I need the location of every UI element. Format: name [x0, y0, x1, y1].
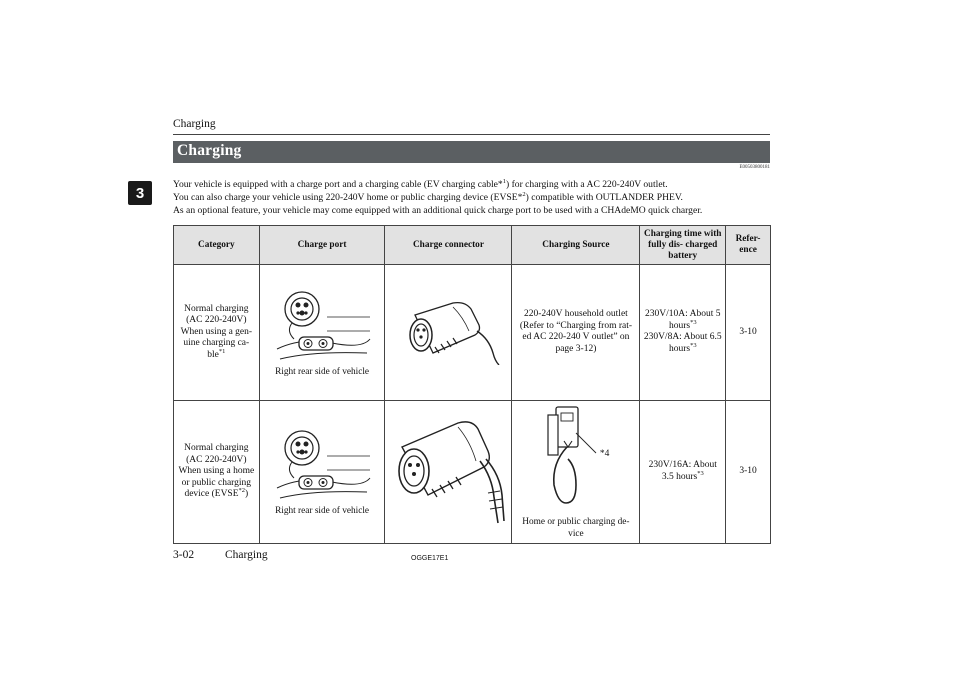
section-title: Charging — [177, 142, 242, 159]
header-reference: Refer- ence — [726, 226, 771, 265]
document-code: OGGE17E1 — [411, 555, 449, 562]
page-number: 3-02 — [173, 549, 195, 561]
row2-charging-source — [512, 400, 640, 543]
row1-charging-source: 220-240V household outlet (Refer to “Charging from rat- ed AC 220-240 V outlet” on page 3-12) — [512, 265, 640, 400]
intro-line-3: As an optional feature, your vehicle may come equipped with an additional quick charge port to be used with a CHAdeMO quick charger. — [173, 204, 703, 216]
charge-connector-illustration — [393, 295, 503, 365]
running-head-title: Charging — [173, 118, 216, 130]
footer-page — [173, 549, 268, 561]
row2-source-caption: Home or public charging de- vice — [522, 517, 630, 539]
intro-line-2: You can also charge your vehicle using 220-240V home or public charging device (EVSE*$^2$) compatible with OUTLANDER PHEV. — [173, 190, 683, 203]
intro-line-1: Your vehicle is equipped with a charge port and a charging cable (EV charging cable*$^1$) for charging with a AC 220-240V outlet. — [173, 177, 668, 190]
header-charging-time: Charging time with fully dis- charged battery — [640, 226, 726, 265]
footer-section: Charging — [225, 549, 268, 561]
row2-port-caption: Right rear side of vehicle — [275, 506, 370, 517]
table-header-row — [174, 226, 771, 265]
row1-port-caption: Right rear side of vehicle — [275, 366, 370, 377]
source-marker: *4 — [599, 449, 610, 460]
row2-category: Normal charging (AC 220-240V) When using a home or public charging device (EVSE$^{*2}$) — [174, 400, 260, 543]
row1-charge-port — [259, 265, 385, 400]
charging-spec-table — [173, 225, 771, 544]
header-rule — [173, 134, 770, 135]
row2-charging-time: 230V/16A: About 3.5 hours$^{*3}$ — [640, 400, 726, 543]
table-row — [174, 400, 771, 543]
header-charge-port: Charge port — [259, 226, 385, 265]
row2-charge-connector — [385, 400, 512, 543]
row2-reference: 3-10 — [726, 400, 771, 543]
row1-charge-connector — [385, 265, 512, 400]
section-code: E00503800181 — [739, 165, 770, 170]
header-charge-connector: Charge connector — [385, 226, 512, 265]
row2-charge-port — [259, 400, 385, 543]
row1-category: Normal charging (AC 220-240V) When using a gen- uine charging ca- ble$^{*1}$ — [174, 265, 260, 400]
charge-port-illustration — [272, 287, 372, 365]
table-row — [174, 265, 771, 400]
header-category: Category — [174, 226, 260, 265]
row1-charging-time: 230V/10A: About 5 hours$^{*3}$ 230V/8A: About 6.5 hours$^{*3}$ — [640, 265, 726, 400]
header-charging-source: Charging Source — [512, 226, 640, 265]
charge-port-illustration — [272, 426, 372, 504]
section-title-bar — [173, 141, 770, 163]
row1-reference: 3-10 — [726, 265, 771, 400]
intro-text — [173, 179, 793, 217]
chapter-tab[interactable]: 3 — [128, 181, 152, 205]
charge-connector-large-illustration — [388, 411, 508, 529]
